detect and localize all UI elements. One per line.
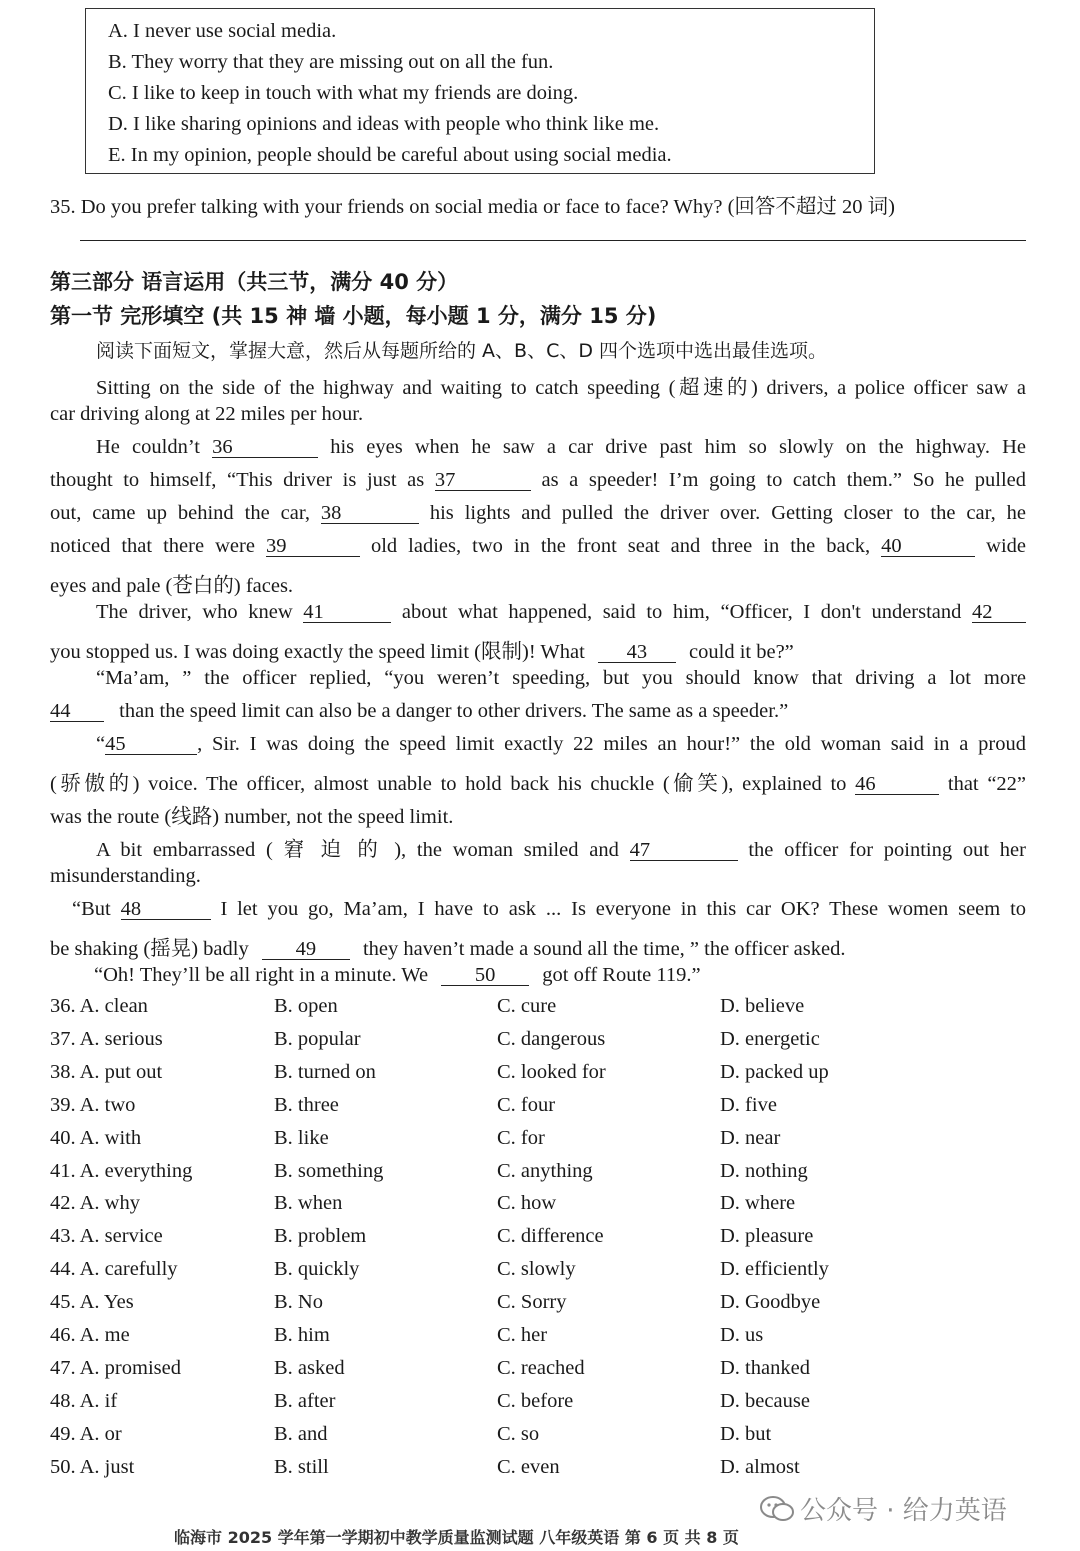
choice-option[interactable]: C. reached — [497, 1356, 585, 1379]
box-option-c: C. I like to keep in touch with what my friends are doing. — [108, 82, 579, 104]
passage-line: “Ma’am, ” the officer replied, “you weren’t speeding, but you should know that driving a lot more — [96, 667, 1026, 689]
choice-option[interactable]: C. Sorry — [497, 1291, 567, 1314]
choice-row — [50, 1192, 1030, 1224]
choice-option[interactable]: B. three — [274, 1093, 339, 1116]
choice-option[interactable]: D. packed up — [720, 1060, 829, 1083]
watermark-text: 公众号 · 给力英语 — [800, 1496, 1007, 1526]
choice-row — [50, 1094, 1030, 1126]
choice-option[interactable]: D. near — [720, 1126, 781, 1149]
blank-46[interactable]: 46 — [855, 774, 939, 795]
question-35: 35. Do you prefer talking with your friends on social media or face to face? Why? (回答不超过 20 词) — [50, 196, 895, 218]
text: his lights and pulled the driver over. Getting closer to the car, he — [429, 502, 1027, 524]
choice-option[interactable]: B. when — [274, 1192, 343, 1215]
blank-39[interactable]: 39 — [266, 536, 360, 557]
choice-option[interactable]: C. dangerous — [497, 1027, 606, 1050]
passage-line — [50, 634, 1026, 664]
choice-option[interactable]: D. nothing — [720, 1159, 808, 1182]
choice-option[interactable]: D. thanked — [720, 1356, 810, 1379]
choice-option[interactable]: B. open — [274, 995, 338, 1017]
blank-50[interactable]: 50 — [441, 965, 529, 986]
blank-44[interactable]: 44 — [50, 701, 104, 722]
choice-row — [50, 1357, 1030, 1389]
blank-40[interactable]: 40 — [881, 536, 975, 557]
passage-line — [96, 601, 1026, 624]
text: the officer for pointing out her — [748, 839, 1026, 861]
choice-option[interactable]: 42. A. why — [50, 1192, 140, 1215]
blank-47[interactable]: 47 — [630, 840, 738, 861]
text: they haven’t made a sound all the time, ” the officer asked. — [362, 938, 846, 960]
text: than the speed limit can also be a danger to other drivers. The same as a speeder.” — [119, 700, 789, 722]
blank-43[interactable]: 43 — [598, 642, 676, 663]
choice-option[interactable]: 45. A. Yes — [50, 1291, 134, 1314]
text: noticed that there were — [50, 535, 255, 557]
passage-line — [50, 535, 1026, 558]
text: old ladies, two in the front seat and three in the back, — [370, 535, 871, 557]
choice-option[interactable]: C. slowly — [497, 1258, 576, 1281]
choice-row — [50, 1390, 1030, 1422]
choice-option[interactable]: B. problem — [274, 1225, 367, 1248]
blank-38[interactable]: 38 — [321, 503, 419, 524]
text: his eyes when he saw a car drive past him so slowly on the highway. He — [330, 436, 1026, 458]
choice-option[interactable]: D. five — [720, 1093, 777, 1116]
choice-option[interactable]: D. pleasure — [720, 1225, 814, 1248]
passage-line — [94, 964, 1070, 987]
choice-option[interactable]: B. popular — [274, 1027, 361, 1050]
passage-line: car driving along at 22 miles per hour. — [50, 403, 364, 425]
choice-option[interactable]: 44. A. carefully — [50, 1258, 178, 1281]
choice-option[interactable]: 47. A. promised — [50, 1356, 181, 1379]
choice-option[interactable]: 50. A. just — [50, 1455, 135, 1478]
choice-option[interactable]: B. still — [274, 1455, 329, 1478]
choice-option[interactable]: 46. A. me — [50, 1324, 130, 1346]
choice-option[interactable]: B. after — [274, 1389, 336, 1412]
choice-option[interactable]: 49. A. or — [50, 1422, 122, 1445]
choice-option[interactable]: D. efficiently — [720, 1258, 829, 1281]
choice-option[interactable]: D. because — [720, 1389, 810, 1412]
passage-line: was the route (线路) number, not the speed limit. — [50, 806, 454, 828]
passage-line — [50, 469, 1026, 492]
choice-option[interactable]: 40. A. with — [50, 1126, 142, 1149]
choice-option[interactable]: C. anything — [497, 1159, 593, 1182]
choice-row — [50, 1160, 1030, 1192]
choice-row — [50, 1061, 1030, 1093]
choice-row — [50, 1324, 1030, 1356]
passage-line: eyes and pale (苍白的) faces. — [50, 575, 294, 597]
choice-row — [50, 1225, 1030, 1257]
text: as a speeder! I’m going to catch them.” So he pulled — [541, 469, 1027, 491]
passage-line — [96, 832, 1026, 862]
choice-option[interactable]: C. so — [497, 1422, 540, 1445]
passage-line — [96, 436, 1026, 459]
blank-49[interactable]: 49 — [262, 939, 350, 960]
text: be shaking (摇晃) badly — [50, 938, 249, 960]
text: could it be?” — [689, 641, 794, 663]
choice-row — [50, 1291, 1030, 1323]
blank-45[interactable]: 45 — [105, 734, 197, 755]
passage-line — [50, 502, 1026, 525]
blank-37[interactable]: 37 — [435, 470, 531, 491]
choice-option[interactable]: D. us — [720, 1324, 764, 1346]
choice-option[interactable]: 43. A. service — [50, 1225, 163, 1248]
choice-row — [50, 1456, 1030, 1488]
page-footer: 临海市 2025 学年第一学期初中教学质量监测试题 八年级英语 第 6 页 共 8 页 — [174, 1528, 739, 1547]
box-option-d: D. I like sharing opinions and ideas with people who think like me. — [108, 113, 660, 135]
text: out, came up behind the car, — [50, 502, 310, 524]
text: A bit embarrassed ( 窘 迫 的 ), the woman smiled and — [96, 839, 619, 861]
choice-option[interactable]: 36. A. clean — [50, 995, 148, 1017]
text: “Oh! They’ll be all right in a minute. We — [94, 964, 429, 986]
blank-36[interactable]: 36 — [212, 437, 318, 458]
text: (骄傲的) voice. The officer, almost unable to hold back his chuckle (偷笑), explained to — [50, 773, 847, 795]
text: The driver, who knew — [96, 601, 293, 623]
passage-line — [50, 931, 1026, 961]
text: you stopped us. I was doing exactly the speed limit (限制)! What — [50, 641, 585, 663]
text: wide — [986, 535, 1027, 557]
passage-line: Sitting on the side of the highway and waiting to catch speeding (超速的) drivers, a police officer saw a — [96, 377, 1026, 399]
choice-row — [50, 1127, 1030, 1159]
choice-option[interactable]: C. even — [497, 1455, 560, 1478]
choice-option[interactable]: B. No — [274, 1291, 323, 1314]
choice-option[interactable]: B. turned on — [274, 1060, 376, 1083]
text: I let you go, Ma’am, I have to ask ... Is everyone in this car OK? These women seem to — [220, 898, 1027, 920]
instruction: 阅读下面短文，掌握大意，然后从每题所给的 A、B、C、D 四个选项中选出最佳选项。 — [96, 340, 828, 362]
text: about what happened, said to him, “Officer, I don't understand — [401, 601, 962, 623]
text: thought to himself, “This driver is just as — [50, 469, 425, 491]
choice-option[interactable]: D. believe — [720, 995, 805, 1017]
blank-48[interactable]: 48 — [121, 899, 211, 920]
passage-line — [50, 700, 1026, 723]
choice-option[interactable]: C. looked for — [497, 1060, 606, 1083]
choice-row — [50, 995, 1030, 1027]
choice-option[interactable]: B. and — [274, 1422, 328, 1445]
choice-option[interactable]: D. almost — [720, 1455, 800, 1478]
choice-option[interactable]: B. him — [274, 1324, 330, 1346]
text: “But — [72, 898, 111, 920]
box-option-e: E. In my opinion, people should be careful about using social media. — [108, 144, 672, 166]
blank-41[interactable]: 41 — [303, 602, 391, 623]
blank-42[interactable]: 42 — [972, 602, 1026, 623]
choice-option[interactable]: 37. A. serious — [50, 1027, 163, 1050]
sub-title: 第一节 完形填空 (共 15 神 墙 小题，每小题 1 分，满分 15 分) — [50, 304, 657, 328]
passage-line: misunderstanding. — [50, 865, 201, 887]
box-option-b: B. They worry that they are missing out on all the fun. — [108, 51, 554, 73]
choice-option[interactable]: C. before — [497, 1389, 574, 1412]
choice-option[interactable]: D. but — [720, 1422, 772, 1445]
choice-option[interactable]: D. Goodbye — [720, 1291, 821, 1314]
text: got off Route 119.” — [542, 964, 701, 986]
choice-row — [50, 1423, 1030, 1455]
choice-option[interactable]: C. for — [497, 1126, 545, 1149]
choice-row — [50, 1258, 1030, 1290]
passage-line — [50, 766, 1026, 796]
choice-option[interactable]: D. energetic — [720, 1027, 820, 1050]
text: He couldn’t — [96, 436, 200, 458]
watermark — [760, 1490, 1007, 1527]
choice-option[interactable]: B. quickly — [274, 1258, 360, 1281]
part-title: 第三部分 语言运用（共三节，满分 40 分） — [50, 270, 459, 294]
choice-option[interactable]: C. her — [497, 1324, 548, 1346]
answer-line — [80, 240, 1026, 241]
choice-option[interactable]: D. where — [720, 1192, 796, 1215]
choice-option[interactable]: B. like — [274, 1126, 329, 1149]
box-option-a: A. I never use social media. — [108, 20, 337, 42]
text: that “22” — [947, 773, 1027, 795]
choice-option[interactable]: C. difference — [497, 1225, 604, 1248]
choice-option[interactable]: 39. A. two — [50, 1093, 136, 1116]
passage-line — [72, 898, 1026, 921]
wechat-icon — [760, 1495, 794, 1523]
choice-option[interactable]: C. four — [497, 1093, 556, 1116]
choice-option[interactable]: C. how — [497, 1192, 557, 1215]
text: , Sir. I was doing the speed limit exactly 22 miles an hour!” the old woman said in a proud — [197, 733, 1026, 755]
choice-option[interactable]: B. something — [274, 1159, 384, 1182]
choice-option[interactable]: C. cure — [497, 995, 557, 1017]
choice-option[interactable]: B. asked — [274, 1356, 345, 1379]
choice-row — [50, 1028, 1030, 1060]
choice-option[interactable]: 48. A. if — [50, 1389, 118, 1412]
choice-option[interactable]: 38. A. put out — [50, 1060, 163, 1083]
choice-option[interactable]: 41. A. everything — [50, 1159, 193, 1182]
text: “ — [96, 733, 106, 755]
passage-line — [96, 733, 1026, 756]
